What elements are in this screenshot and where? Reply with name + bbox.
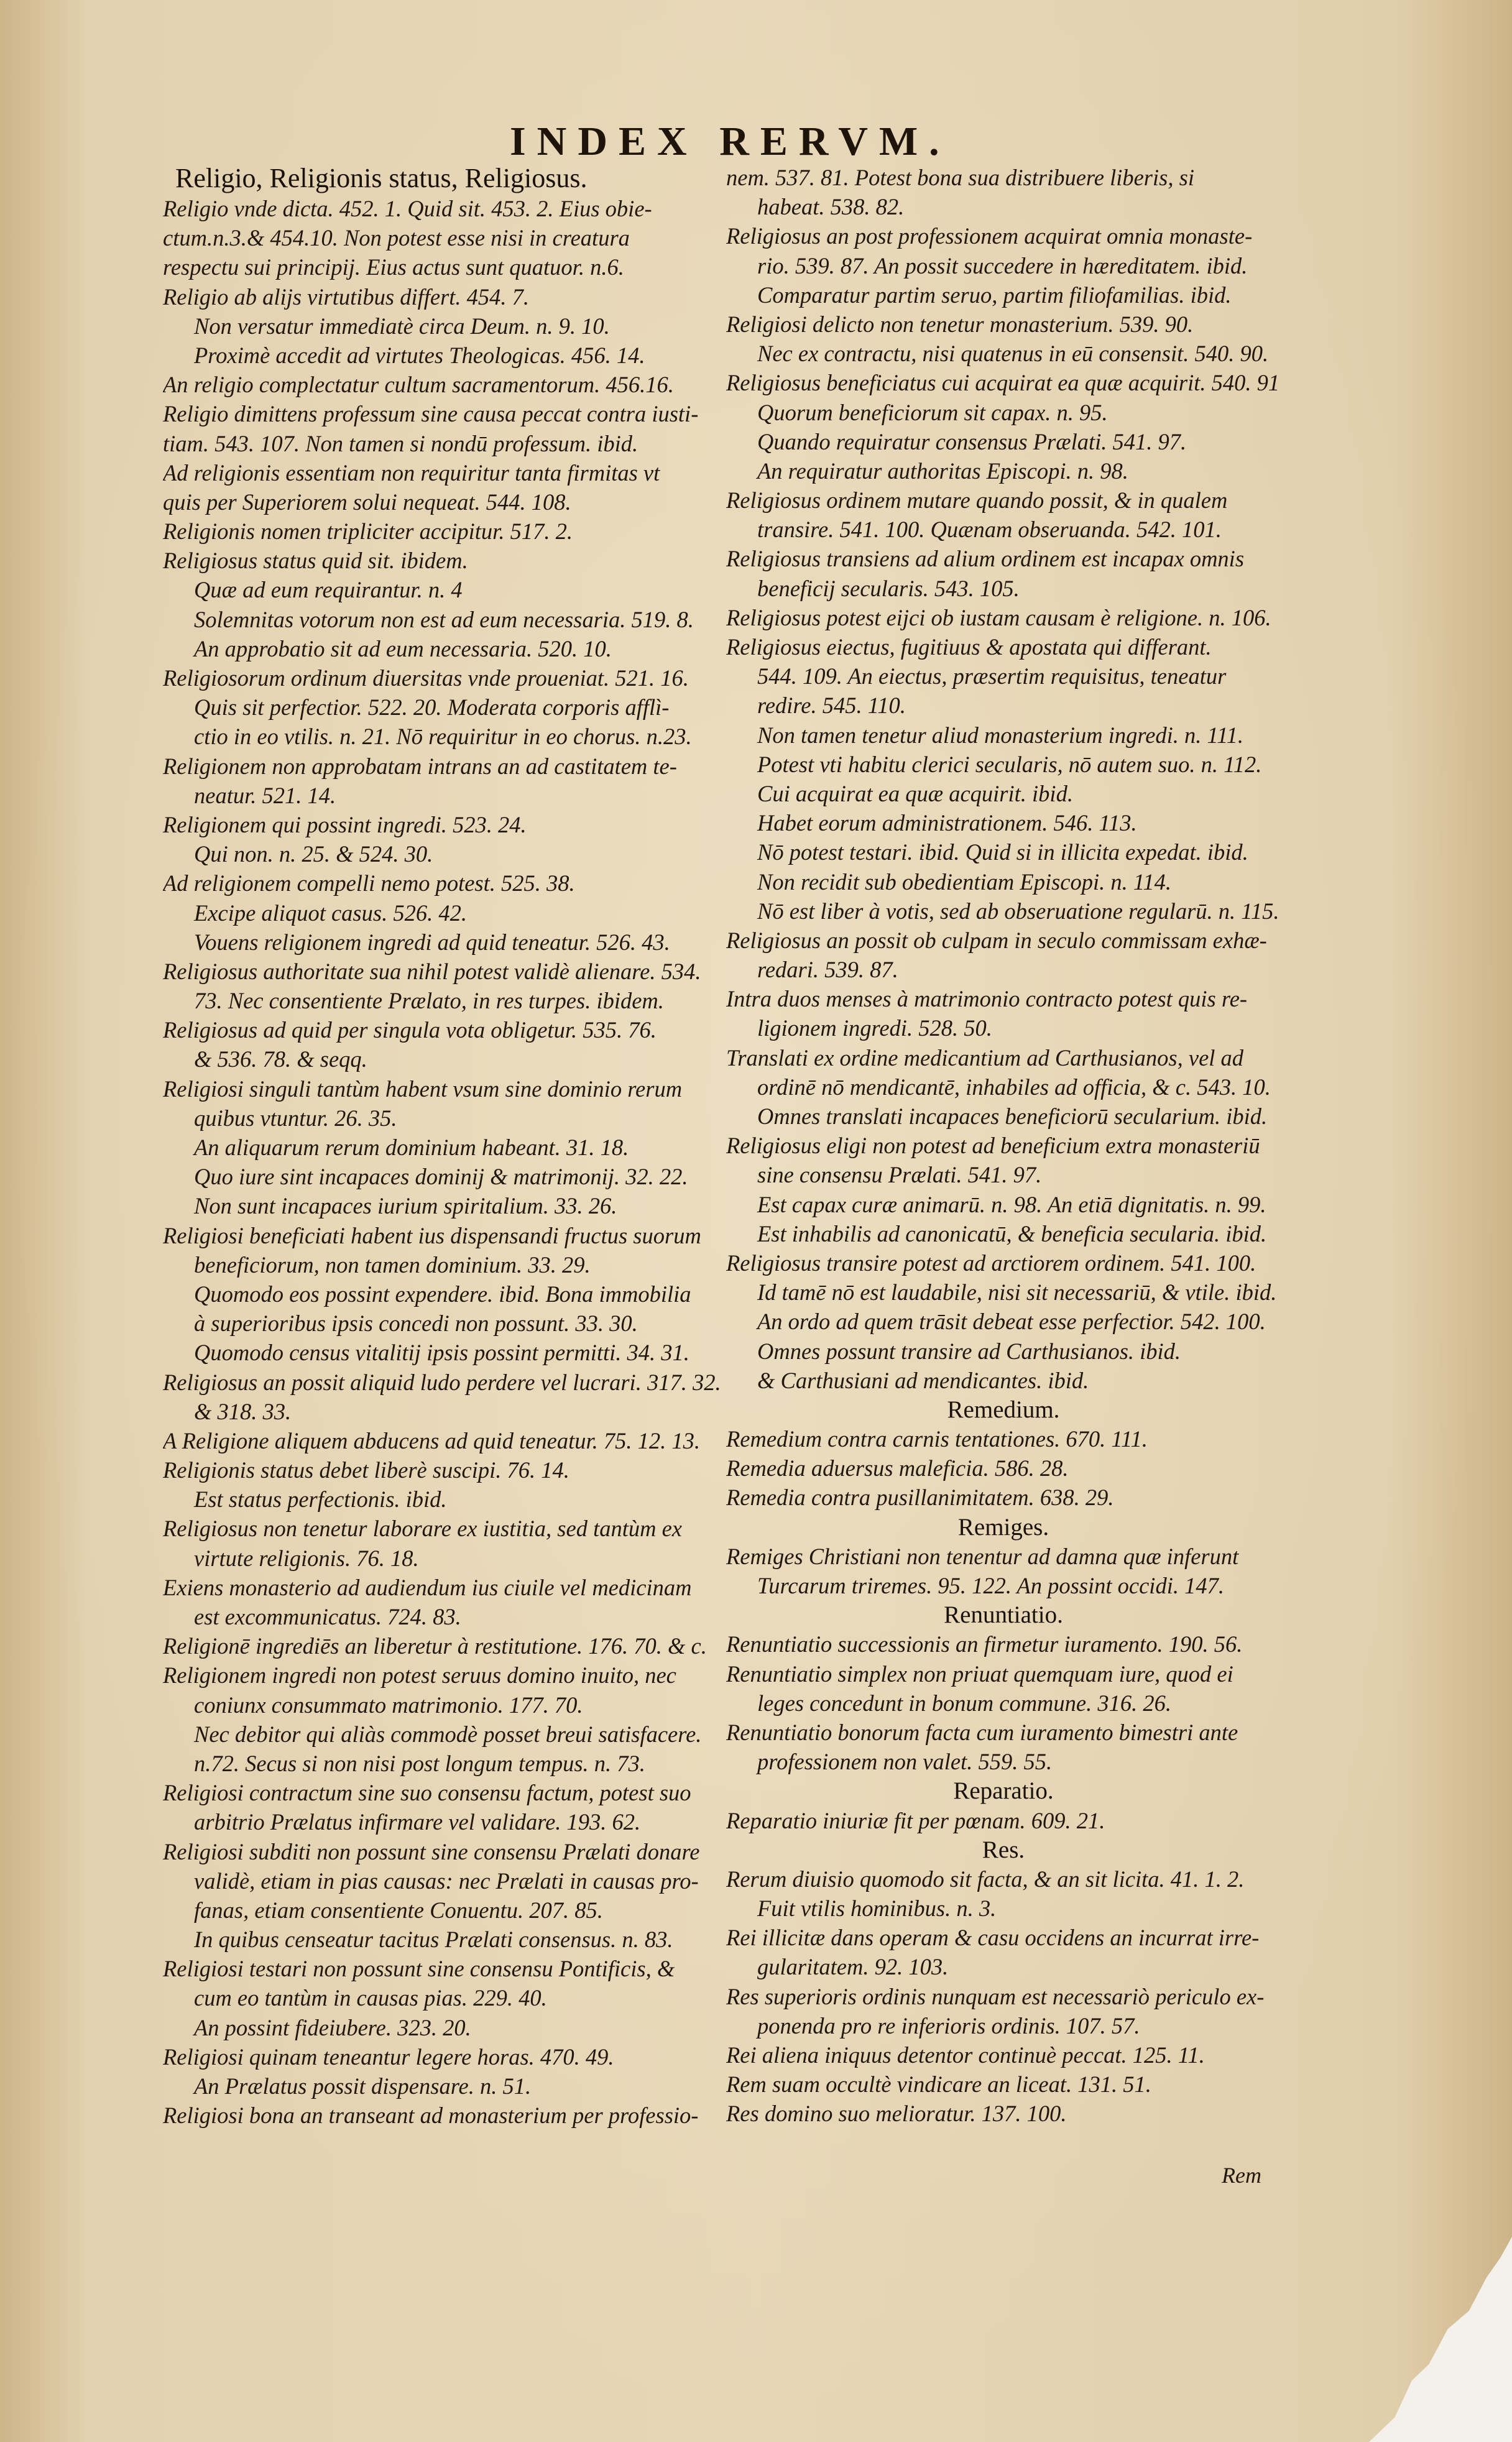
index-subline: ligionem ingredi. 528. 50. (757, 1015, 992, 1041)
section-heading: Renuntiatio. (944, 1601, 1063, 1629)
index-subline: sine consensu Prælati. 541. 97. (757, 1162, 1042, 1188)
index-subline: Quo iure sint incapaces dominij & matrimonij. 32. 22. (194, 1164, 688, 1190)
index-line: Religiosus an post professionem acquirat omnia monaste- (726, 223, 1253, 249)
index-line: Ad religionis essentiam non requiritur tanta firmitas vt (163, 459, 660, 486)
index-line: Religiosus potest eijci ob iustam causam è religione. n. 106. (726, 604, 1271, 630)
index-line: Religiosi quinam teneantur legere horas. 470. 49. (163, 2043, 614, 2070)
index-subline: Quomodo census vitalitij ipsis possint permitti. 34. 31. (194, 1340, 689, 1366)
index-line: A Religione aliquem abducens ad quid teneatur. 75. 12. 13. (163, 1427, 701, 1454)
index-subline: ordinē nō mendicantē, inhabiles ad officia, & c. 543. 10. (757, 1074, 1271, 1100)
index-subline: beneficiorum, non tamen dominium. 33. 29. (194, 1251, 591, 1278)
index-line: Translati ex ordine medicantium ad Carthusianos, vel ad (726, 1044, 1244, 1071)
index-line: Religiosus transiens ad alium ordinem est incapax omnis (726, 546, 1245, 572)
index-line: Religiosi delicto non tenetur monasterium. 539. 90. (726, 311, 1194, 337)
index-subline: Potest vti habitu clerici secularis, nō autem suo. n. 112. (757, 751, 1262, 777)
index-line: Ad religionem compelli nemo potest. 525. 38. (163, 870, 575, 896)
index-line: Religionem ingredi non potest seruus domino inuito, nec (163, 1662, 676, 1689)
index-line: tiam. 543. 107. Non tamen si nondū professum. ibid. (163, 430, 638, 456)
index-line: Intra duos menses à matrimonio contracto potest quis re- (726, 986, 1248, 1012)
index-subline: fanas, etiam consentiente Conuentu. 207. 85. (194, 1897, 603, 1923)
index-subline: Vouens religionem ingredi ad quid teneatur. 526. 43. (194, 929, 670, 955)
index-subline: Turcarum triremes. 95. 122. An possint occidi. 147. (757, 1573, 1224, 1598)
catchword: Rem (1222, 2163, 1261, 2188)
index-line: Religionis status debet liberè suscipi. 76. 14. (163, 1457, 569, 1483)
index-line: ctum.n.3.& 454.10. Non potest esse nisi in creatura (163, 225, 630, 251)
index-line: Religiosi contractum sine suo consensu factum, potest suo (163, 1780, 691, 1806)
index-line: Religiosus non tenetur laborare ex iustitia, sed tantùm ex (163, 1516, 682, 1542)
index-subline: 73. Nec consentiente Prælato, in res turpes. ibidem. (194, 988, 664, 1014)
index-subline: Quæ ad eum requirantur. n. 4 (194, 577, 463, 603)
index-line: Remedia contra pusillanimitatem. 638. 29. (726, 1485, 1114, 1511)
index-line: Rei illicitæ dans operam & casu occidens an incurrat irre- (726, 1925, 1260, 1951)
index-line: Religiosi bona an transeant ad monasterium per professio- (163, 2103, 699, 2129)
index-subline: In quibus censeatur tacitus Prælati consensus. n. 83. (194, 1927, 673, 1953)
index-subline: Quorum beneficiorum sit capax. n. 95. (757, 399, 1108, 425)
index-subline: Nō potest testari. ibid. Quid si in illicita expedat. ibid. (757, 839, 1248, 865)
index-line: Renuntiatio simplex non priuat quemquam iure, quod ei (726, 1661, 1233, 1687)
index-line: Reparatio iniuriæ fit per pœnam. 609. 21. (726, 1807, 1105, 1833)
index-line: respectu sui principij. Eius actus sunt quatuor. n.6. (163, 254, 624, 280)
index-subline: redire. 545. 110. (757, 693, 906, 719)
index-line: Religionem non approbatam intrans an ad castitatem te- (163, 753, 677, 779)
index-line: Rei aliena iniquus detentor continuè peccat. 125. 11. (726, 2042, 1205, 2068)
index-subline: An aliquarum rerum dominium habeant. 31. 18. (194, 1135, 629, 1160)
index-subline: Quomodo eos possint expendere. ibid. Bona immobilia (194, 1281, 691, 1307)
index-line: Religiosus beneficiatus cui acquirat ea quæ acquirit. 540. 91 (726, 370, 1280, 396)
index-subline: rio. 539. 87. An possit succedere in hæreditatem. ibid. (757, 252, 1248, 279)
section-heading: Res. (982, 1836, 1025, 1863)
index-subline: Quando requiratur consensus Prælati. 541. 97. (757, 428, 1187, 454)
left-column (163, 163, 742, 2130)
index-subline: quibus vtuntur. 26. 35. (194, 1105, 397, 1131)
index-subline: ctio in eo vtilis. n. 21. Nō requiritur in eo chorus. n.23. (194, 724, 692, 750)
index-line: Renuntiatio successionis an firmetur iuramento. 190. 56. (726, 1631, 1243, 1657)
index-line: Res domino suo melioratur. 137. 100. (726, 2101, 1067, 2127)
index-line: Rerum diuisio quomodo sit facta, & an sit licita. 41. 1. 2. (726, 1866, 1245, 1892)
index-subline: gularitatem. 92. 103. (757, 1954, 949, 1980)
index-subline: Cui acquirat ea quæ acquirit. ibid. (757, 780, 1073, 806)
index-subline: leges concedunt in bonum commune. 316. 26. (757, 1690, 1171, 1716)
index-subline: validè, etiam in pias causas: nec Prælati in causas pro- (194, 1868, 699, 1894)
index-line: Religionis nomen tripliciter accipitur. 517. 2. (163, 518, 573, 545)
index-subline: est excommunicatus. 724. 83. (194, 1604, 461, 1629)
index-subline: & 536. 78. & seqq. (194, 1046, 367, 1072)
index-line: Religiosus an possit ob culpam in seculo commissam exhæ- (726, 927, 1267, 953)
index-line: Religio ab alijs virtutibus differt. 454. 7. (163, 283, 530, 310)
index-line: Renuntiatio bonorum facta cum iuramento bimestri ante (726, 1719, 1238, 1745)
index-subline: redari. 539. 87. (757, 957, 898, 983)
index-subline: Omnes translati incapaces beneficiorū secularium. ibid. (757, 1104, 1268, 1129)
index-subline: An possint fideiubere. 323. 20. (194, 2014, 471, 2040)
index-subline: professionem non valet. 559. 55. (757, 1749, 1053, 1775)
index-subline: Proximè accedit ad virtutes Theologicas. 456. 14. (194, 342, 645, 368)
index-line: Religionē ingrediēs an liberetur à restitutione. 176. 70. & c. (163, 1633, 707, 1659)
index-subline: Est capax curæ animarū. n. 98. An etiā dignitatis. n. 99. (757, 1191, 1266, 1217)
index-line: Remedium contra carnis tentationes. 670. 111. (726, 1426, 1148, 1452)
index-subline: Quis sit perfectior. 522. 20. Moderata corporis afflì- (194, 694, 670, 721)
index-line: Religiosi subditi non possunt sine consensu Prælati donare (163, 1838, 700, 1864)
section-heading: Religio, Religionis status, Religiosus. (175, 163, 588, 193)
running-header: INDEX RERVM. (510, 119, 951, 164)
index-subline: Excipe aliquot casus. 526. 42. (194, 900, 467, 926)
index-subline: & 318. 33. (194, 1398, 292, 1424)
index-subline: Habet eorum administrationem. 546. 113. (757, 810, 1137, 836)
index-subline: An approbatio sit ad eum necessaria. 520. 10. (194, 635, 612, 661)
index-line: Religiosi testari non possunt sine consensu Pontificis, & (163, 1956, 675, 1982)
index-subline: ponenda pro re inferioris ordinis. 107. 57. (757, 2012, 1140, 2039)
index-subline: virtute religionis. 76. 18. (194, 1545, 419, 1571)
index-line: Religio dimittens professum sine causa peccat contra iusti- (163, 401, 699, 427)
index-line: Religiosus ad quid per singula vota obligetur. 535. 76. (163, 1017, 657, 1043)
index-line: Religio vnde dicta. 452. 1. Quid sit. 453. 2. Eius obie- (163, 196, 652, 221)
index-subline: An ordo ad quem trāsit debeat esse perfectior. 542. 100. (757, 1309, 1266, 1335)
index-line: Religionem qui possint ingredi. 523. 24. (163, 811, 527, 837)
index-subline: à superioribus ipsis concedi non possunt. 33. 30. (194, 1311, 638, 1337)
index-line: Religiosus status quid sit. ibidem. (163, 548, 468, 574)
index-subline: cum eo tantùm in causas pias. 229. 40. (194, 1985, 547, 2011)
index-line: Religiosus an possit aliquid ludo perdere vel lucrari. 317. 32. (163, 1369, 721, 1395)
index-line: quis per Superiorem solui nequeat. 544. 108. (163, 489, 571, 515)
index-subline: beneficij secularis. 543. 105. (757, 575, 1020, 601)
index-line: Religiosus eligi non potest ad beneficium extra monasteriū (726, 1133, 1260, 1159)
index-subline: Est inhabilis ad canonicatū, & beneficia secularia. ibid. (757, 1220, 1267, 1246)
index-line: Exiens monasterio ad audiendum ius ciuile vel medicinam (163, 1574, 692, 1600)
index-subline: Id tamē nō est laudabile, nisi sit necessariū, & vtile. ibid. (757, 1279, 1277, 1306)
index-line: Remiges Christiani non tenentur ad damna quæ inferunt (726, 1543, 1239, 1569)
index-subline: neatur. 521. 14. (194, 782, 336, 808)
index-subline: An Prælatus possit dispensare. n. 51. (194, 2073, 532, 2099)
index-line: Remedia aduersus maleficia. 586. 28. (726, 1455, 1069, 1481)
index-subline: transire. 541. 100. Quænam obseruanda. 542. 101. (757, 517, 1222, 543)
index-line: Religiosus eiectus, fugitiuus & apostata qui differant. (726, 634, 1212, 660)
index-subline: Non sunt incapaces iurium spiritalium. 33. 26. (194, 1193, 617, 1219)
section-heading: Reparatio. (953, 1777, 1054, 1805)
index-subline: Non tamen tenetur aliud monasterium ingredi. n. 111. (757, 722, 1243, 748)
torn-corner (1369, 2237, 1512, 2442)
index-subline: An requiratur authoritas Episcopi. n. 98. (757, 458, 1128, 484)
index-line: nem. 537. 81. Potest bona sua distribuere liberis, si (726, 165, 1194, 190)
index-line: Religiosus authoritate sua nihil potest validè alienare. 534. (163, 958, 701, 984)
index-subline: Fuit vtilis hominibus. n. 3. (757, 1896, 997, 1922)
section-heading: Remiges. (957, 1513, 1049, 1541)
section-heading: Remedium. (947, 1396, 1060, 1423)
index-subline: Nec debitor qui aliàs commodè posset breui satisfacere. (194, 1721, 702, 1747)
index-subline: arbitrio Prælatus infirmare vel validare. 193. 62. (194, 1809, 641, 1835)
index-subline: coniunx consummato matrimonio. 177. 70. (194, 1692, 583, 1718)
index-line: Religiosi singuli tantùm habent vsum sine dominio rerum (163, 1076, 683, 1102)
index-subline: Comparatur partim seruo, partim filiofamilias. ibid. (757, 282, 1232, 308)
index-line: Res superioris ordinis nunquam est necessariò periculo ex- (726, 1983, 1265, 2009)
index-subline: n.72. Secus si non nisi post longum tempus. n. 73. (194, 1750, 645, 1776)
index-subline: Solemnitas votorum non est ad eum necessaria. 519. 8. (194, 606, 694, 632)
index-subline: habeat. 538. 82. (757, 194, 905, 220)
index-subline: 544. 109. An eiectus, præsertim requisitus, teneatur (757, 663, 1227, 689)
index-subline: & Carthusiani ad mendicantes. ibid. (757, 1367, 1089, 1393)
index-line: Religiosus transire potest ad arctiorem ordinem. 541. 100. (726, 1250, 1256, 1276)
index-subline: Nec ex contractu, nisi quatenus in eū consensit. 540. 90. (757, 341, 1269, 367)
index-line: Religiosus ordinem mutare quando possit, & in qualem (726, 487, 1228, 514)
index-line: An religio complectatur cultum sacramentorum. 456.16. (163, 372, 674, 398)
right-column (726, 163, 1281, 2129)
index-subline: Nō est liber à votis, sed ab obseruatione regularū. n. 115. (757, 898, 1279, 924)
index-line: Religiosorum ordinum diuersitas vnde proueniat. 521. 16. (163, 665, 689, 691)
index-subline: Non recidit sub obedientiam Episcopi. n. 114. (757, 869, 1172, 895)
index-subline: Est status perfectionis. ibid. (194, 1486, 447, 1513)
index-subline: Omnes possunt transire ad Carthusianos. ibid. (757, 1338, 1181, 1364)
index-subline: Non versatur immediatè circa Deum. n. 9. 10. (194, 313, 610, 339)
index-line: Religiosi beneficiati habent ius dispensandi fructus suorum (163, 1222, 701, 1248)
index-line: Rem suam occultè vindicare an liceat. 131. 51. (726, 2071, 1151, 2098)
index-subline: Qui non. n. 25. & 524. 30. (194, 841, 433, 867)
